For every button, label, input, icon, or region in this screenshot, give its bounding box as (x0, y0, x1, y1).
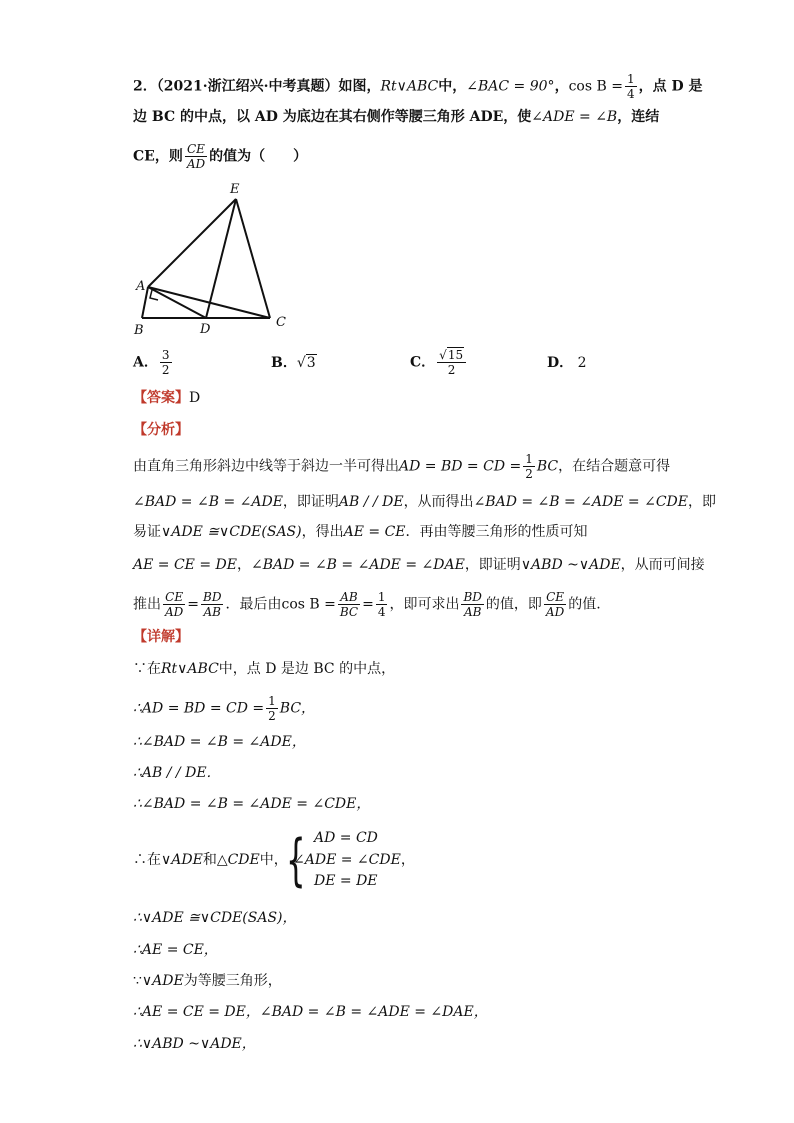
label-d: D (200, 322, 211, 337)
solution-line-6: ∴在∨ADE和△CDE中， (133, 852, 288, 868)
analysis-line-3: 易证∨ADE ≅∨CDE(SAS)，得出AE = CE．再由等腰三角形的性质可知 (133, 524, 588, 540)
solution-line-1: ∵在Rt∨ABC中，点 D 是边 BC 的中点， (133, 661, 396, 677)
answer-line (133, 388, 200, 408)
system-brace: { (286, 828, 306, 893)
solution-line-10: ∴AE = CE = DE，∠BAD = ∠B = ∠ADE = ∠DAE， (133, 1004, 488, 1020)
question-number: 2． (133, 78, 157, 95)
label-e: E (230, 182, 240, 197)
segment-ec (236, 199, 270, 318)
solution-tag-line (133, 627, 189, 647)
fraction: $\frac{CE}{AD}$ (186, 142, 206, 171)
solution-line-9: ∵∨ADE为等腰三角形， (133, 973, 282, 989)
question-source: （2021·浙江绍兴·中考真题） (156, 78, 339, 95)
option-b[interactable]: B．√3 (271, 355, 316, 371)
answer-tag: 【答案】 (133, 390, 189, 406)
option-d[interactable]: D． 2 (547, 355, 587, 371)
analysis-line-5: 推出 $\frac{CE}{AD}$ = $\frac{BD}{AB}$ ．最后由cos B = $\frac{AB}{BC}$ = $\frac{1}{4}$ ，即可求出 $\frac{BD}{AB}$ 的值，即 $\frac{CE}{AD}$ 的值. (133, 590, 601, 619)
analysis-tag-line (133, 420, 189, 440)
sqrt-value: √3 (296, 355, 316, 371)
label-b: B (134, 323, 144, 338)
analysis-line-2: ∠BAD = ∠B = ∠ADE，即证明AB / / DE，从而得出∠BAD = ∠B = ∠ADE = ∠CDE，即 (133, 494, 716, 510)
question-line-1: 2．（2021·浙江绍兴·中考真题）如图，Rt∨ABC中，∠BAC = 90°，cos B = $\frac{1}{4}$ ，点 D 是 (133, 72, 703, 101)
option-c[interactable]: C． $\frac{√15}{2}$ (410, 348, 468, 377)
solution-line-4: ∴AB / / DE． (133, 765, 221, 781)
answer-value: D (189, 390, 201, 406)
system-row-2: ∠ADE = ∠CDE， (293, 852, 415, 868)
segment-ed (206, 199, 236, 318)
solution-line-5: ∴∠BAD = ∠B = ∠ADE = ∠CDE， (133, 796, 371, 812)
system-row-3: DE = DE (314, 873, 378, 889)
solution-line-3: ∴∠BAD = ∠B = ∠ADE， (133, 734, 306, 750)
fraction: $\frac{1}{4}$ (626, 72, 635, 101)
solution-line-8: ∴AE = CE， (133, 942, 218, 958)
fraction: $\frac{3}{2}$ (161, 348, 170, 377)
analysis-line-4: AE = CE = DE，∠BAD = ∠B = ∠ADE = ∠DAE，即证明∨ABD ~∨ADE，从而可间接 (133, 557, 705, 573)
label-c: C (276, 315, 286, 330)
analysis-tag: 【分析】 (133, 422, 189, 438)
option-a[interactable]: A． $\frac{3}{2}$ (133, 348, 170, 377)
solution-line-7: ∴∨ADE ≅∨CDE(SAS)， (133, 910, 297, 926)
segment-ac (148, 287, 270, 318)
segment-ad (148, 287, 206, 318)
segment-ae (148, 199, 236, 287)
system-row-1: AD = CD (314, 830, 378, 846)
solution-line-2: ∴AD = BD = CD = $\frac{1}{2}$ BC， (133, 694, 316, 723)
label-a: A (136, 279, 146, 294)
solution-tag: 【详解】 (133, 629, 189, 645)
question-line-3: CE，则 $\frac{CE}{AD}$ 的值为（ ） (133, 142, 308, 171)
fraction: $\frac{√15}{2}$ (437, 348, 466, 377)
question-line-2: 边 BC 的中点，以 AD 为底边在其右侧作等腰三角形 ADE，使∠ADE = ∠B，连结 (133, 109, 660, 125)
geometry-figure (130, 180, 300, 340)
solution-line-11: ∴∨ABD ~∨ADE， (133, 1036, 256, 1052)
analysis-line-1: 由直角三角形斜边中线等于斜边一半可得出AD = BD = CD = $\frac{1}{2}$ BC，在结合题意可得 (133, 452, 671, 481)
